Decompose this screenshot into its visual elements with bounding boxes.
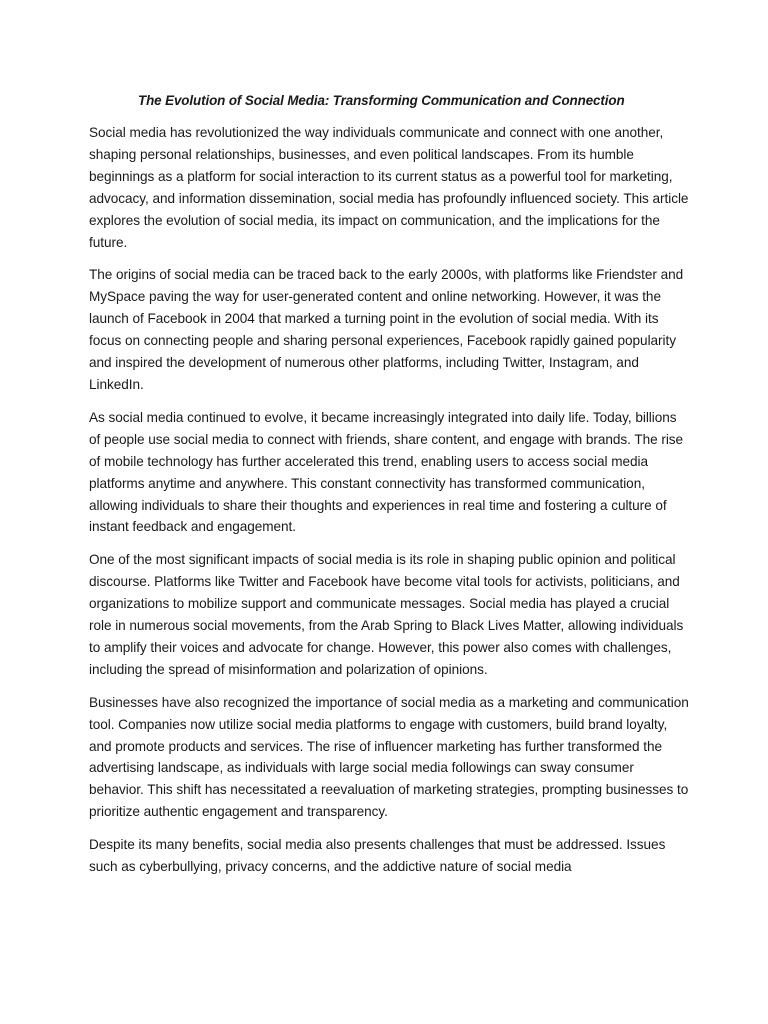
paragraph-5: Businesses have also recognized the importance of social media as a marketing and communication tool. Companies now utilize social media platforms to engage with customers, build brand loyalty, and promote products and services. The rise of influencer marketing has further transformed the advertising landscape, as individuals with large social media followings can sway consumer behavior. This shift has necessitated a reevaluation of marketing strategies, prompting businesses to prioritize authentic engagement and transparency.	[89, 694, 689, 820]
document-title: The Evolution of Social Media: Transforming Communication and Connection	[138, 93, 625, 108]
paragraph-3: As social media continued to evolve, it became increasingly integrated into daily life. Today, billions of people use social media to connect with friends, share content, and engage with brands. The rise of mobile technology has further accelerated this trend, enabling users to access social media platforms anytime and anywhere. This constant connectivity has transformed communication, allowing individuals to share their thoughts and experiences in real time and fostering a culture of instant feedback and engagement.	[89, 409, 684, 535]
paragraph-4: One of the most significant impacts of social media is its role in shaping public opinion and political discourse. Platforms like Twitter and Facebook have become vital tools for activists, politicians, and organizations to mobilize support and communicate messages. Social media has played a crucial role in numerous social movements, from the Arab Spring to Black Lives Matter, allowing individuals to amplify their voices and advocate for change. However, this power also comes with challenges, including the spread of misinformation and polarization of opinions.	[89, 552, 684, 677]
document-body	[89, 122, 689, 889]
paragraph-1: Social media has revolutionized the way individuals communicate and connect with one another, shaping personal relationships, businesses, and even political landscapes. From its humble beginnings as a platform for social interaction to its current status as a powerful tool for marketing, advocacy, and information dissemination, social media has profoundly influenced society. This article explores the evolution of social media, its impact on communication, and the implications for the future.	[89, 125, 689, 250]
paragraph-2: The origins of social media can be traced back to the early 2000s, with platforms like Friendster and MySpace paving the way for user-generated content and online networking. However, it was the launch of Facebook in 2004 that marked a turning point in the evolution of social media. With its focus on connecting people and sharing personal experiences, Facebook rapidly gained popularity and inspired the development of numerous other platforms, including Twitter, Instagram, and LinkedIn.	[89, 267, 684, 392]
paragraph-6: Despite its many benefits, social media also presents challenges that must be addressed. Issues such as cyberbullying, privacy concerns, and the addictive nature of social media	[89, 837, 666, 875]
